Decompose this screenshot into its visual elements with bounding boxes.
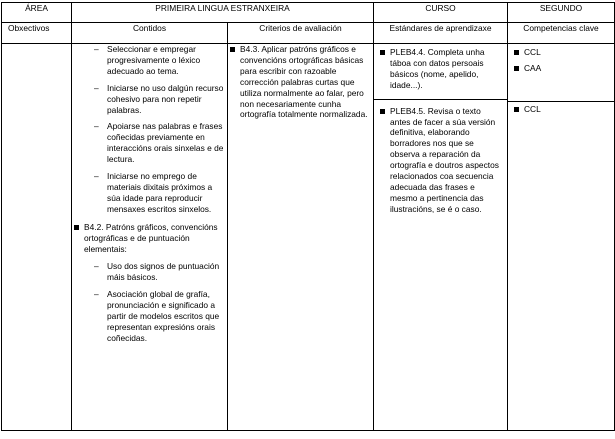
list-item [94, 171, 227, 215]
header-row [2, 3, 615, 23]
competence-text: CCL [524, 104, 541, 114]
standard-pleb44 [374, 44, 507, 104]
dash-mark: – [94, 121, 99, 132]
criteria-b43-text: B4.3. Aplicar patróns gráficos e convencións ortográficas básicas para escribir con razoable corrección palabras curtas que utiliza normalmente ao falar, pero non necesariamente cunha ortografía totalmente normalizada. [240, 44, 368, 120]
list-item [512, 104, 608, 115]
list-item-text: Asociación global de grafía, pronunciación e significado a partir de modelos escritos que representan expresións orais coñecidas. [107, 289, 220, 343]
dash-mark: – [94, 171, 99, 182]
list-item [228, 44, 373, 120]
contents-dash-list-2 [94, 261, 227, 343]
list-item-text: Apoiarse nas palabras e frases coñecidas previamente en interaccións orais sinxelas e de lectura. [107, 121, 224, 165]
list-item [94, 289, 227, 344]
block-b42-text: B4.2. Patróns gráficos, convencións ortográficas e de puntuación elementais: [84, 221, 218, 254]
bullet-square-icon [230, 47, 235, 52]
list-item [378, 106, 501, 215]
list-item [94, 121, 227, 165]
bullet-square-icon [514, 66, 519, 71]
competences-list-2 [512, 104, 608, 115]
list-item [94, 83, 227, 116]
standard-pleb45 [374, 104, 507, 219]
dash-mark: – [94, 261, 99, 272]
course-label: CURSO [374, 3, 508, 23]
contents-block-list [72, 222, 227, 344]
standard-pleb44-text: PLEB4.4. Completa unha táboa con datos persoais básicos (nome, apelido, idade...). [390, 47, 485, 90]
list-item-text: Iniciarse no emprego de materiais dixitais próximos a súa idade para reproducir mensaxes escritos sinxelos. [107, 171, 213, 214]
competences-cell [508, 44, 615, 431]
list-item [378, 47, 501, 91]
contents-cell [72, 44, 228, 431]
bullet-square-icon [514, 50, 519, 55]
dash-mark: – [94, 44, 99, 54]
contents-dash-list-1 [94, 44, 227, 215]
row-divider [374, 99, 507, 100]
standard-pleb45-text: PLEB4.5. Revisa o texto antes de facer a súa versión definitiva, elaborando borradores nos que se observa a reparación da ortografía e doutros aspectos relacionados coa secuencia adecuada das frases e mesmo a pertinencia das ilustracións, se é o caso. [390, 105, 499, 214]
column-contents: Contidos [72, 23, 228, 44]
content-row [2, 44, 615, 431]
criteria-cell [228, 44, 374, 431]
competences-list-1 [512, 47, 608, 74]
list-item-text: Iniciarse no uso dalgún recurso cohesivo para non repetir palabras. [107, 82, 224, 115]
bullet-square-icon [514, 107, 519, 112]
column-competences: Competencias clave [508, 23, 615, 44]
bullet-square-icon [380, 109, 385, 114]
list-item [94, 261, 227, 283]
dash-mark: – [94, 82, 99, 93]
column-criteria: Criterios de avaliación [228, 23, 374, 44]
objectives-cell [2, 44, 72, 431]
standards-list-2 [378, 106, 501, 215]
list-item [512, 63, 608, 74]
bullet-square-icon [74, 225, 79, 230]
area-label: ÁREA [2, 3, 72, 23]
subject-title: PRIMEIRA LINGUA ESTRANXEIRA [72, 3, 374, 23]
bullet-square-icon [380, 50, 385, 55]
standards-cell [374, 44, 508, 431]
competences-row-1 [508, 44, 614, 101]
list-item [72, 222, 227, 344]
standards-list-1 [378, 47, 501, 91]
criteria-list [228, 44, 373, 120]
column-header-row [2, 23, 615, 44]
list-item-text: Seleccionar e empregar progresivamente o léxico adecuado ao tema. [107, 44, 201, 76]
list-item-text: Uso dos signos de puntuación máis básicos. [107, 261, 220, 283]
curriculum-table [1, 2, 615, 431]
competences-row-2 [508, 102, 614, 119]
competence-text: CAA [524, 62, 542, 73]
column-standards: Estándares de aprendizaxe [374, 23, 508, 44]
list-item [94, 44, 227, 77]
competence-text: CCL [524, 47, 541, 57]
list-item [512, 47, 608, 58]
dash-mark: – [94, 289, 99, 300]
course-value: SEGUNDO [508, 3, 615, 23]
column-objectives: Obxectivos [2, 23, 72, 44]
